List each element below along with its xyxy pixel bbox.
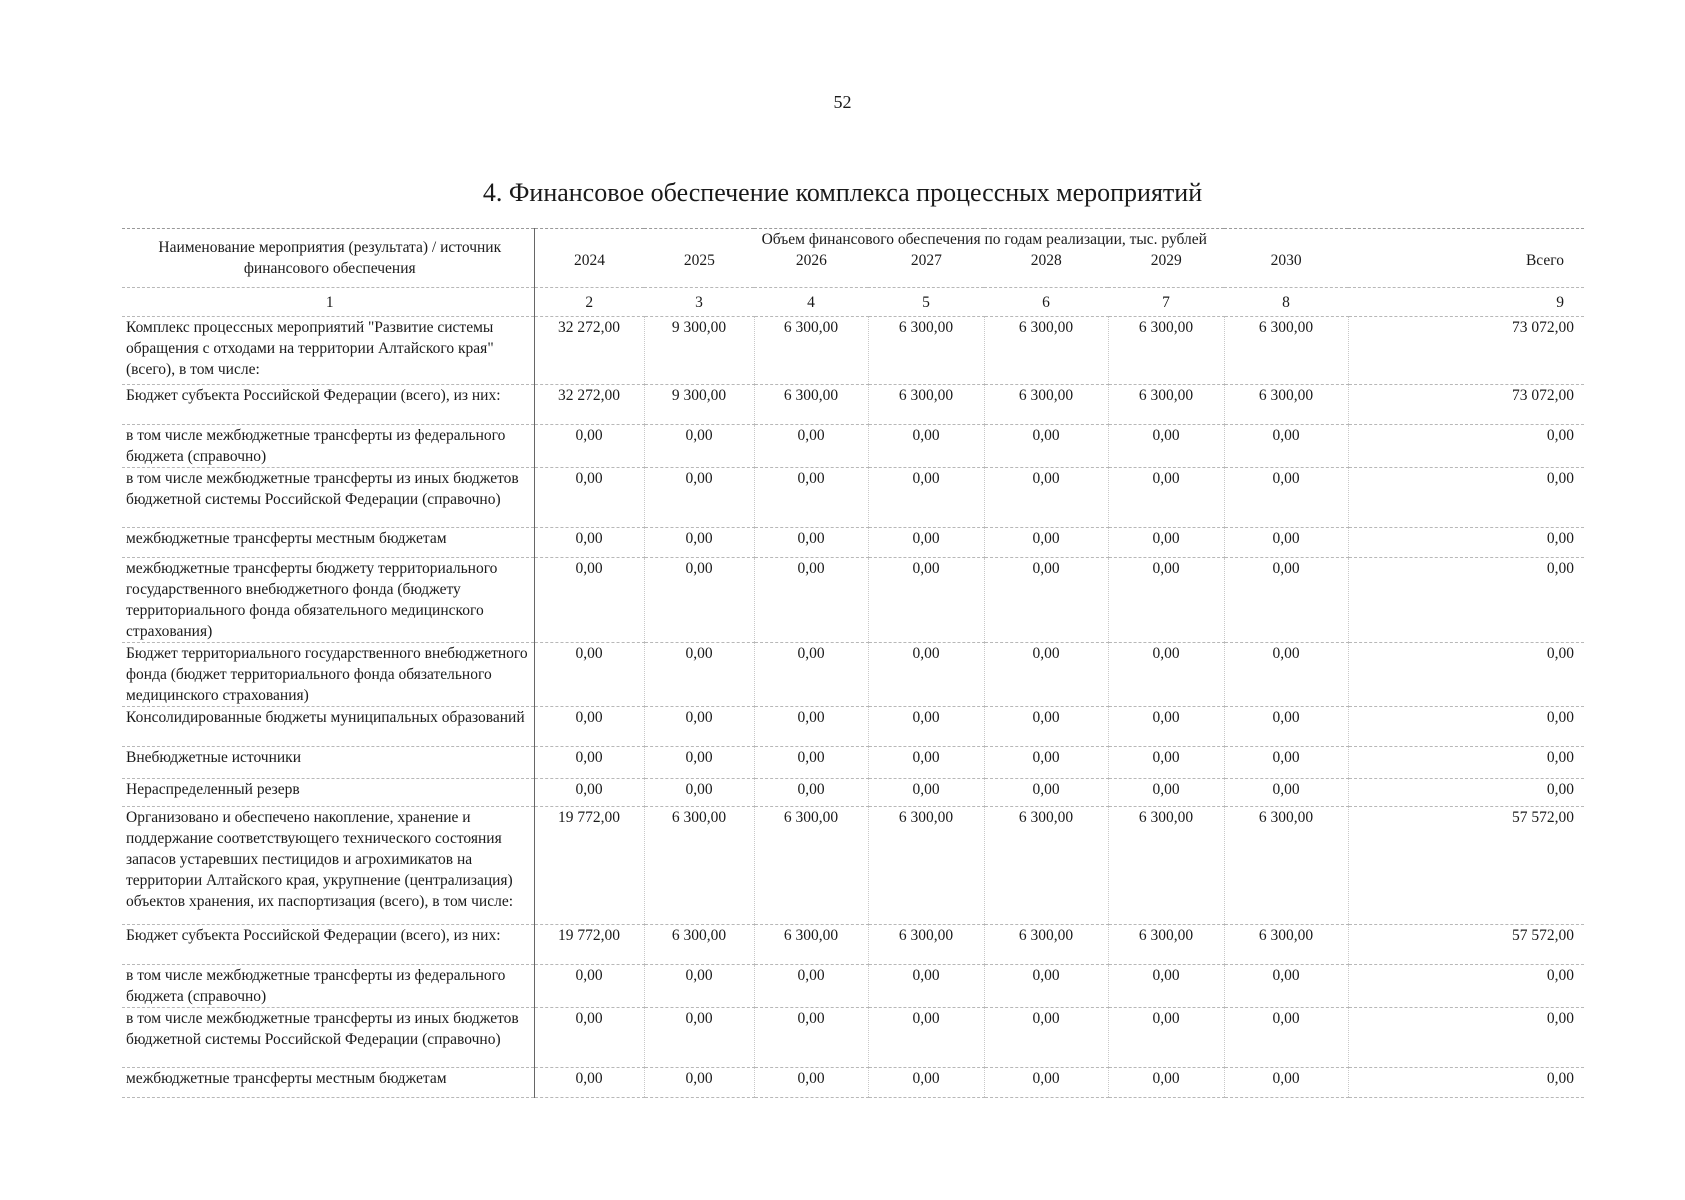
cell-value: 0,00 <box>1108 747 1224 779</box>
cell-value: 0,00 <box>534 1008 644 1068</box>
cell-value: 6 300,00 <box>754 317 868 385</box>
cell-value: 6 300,00 <box>754 807 868 925</box>
table-row <box>122 385 1584 425</box>
cell-value: 0,00 <box>754 528 868 558</box>
cell-value: 0,00 <box>534 1068 644 1098</box>
table-row <box>122 1068 1584 1098</box>
column-number: 3 <box>644 288 754 317</box>
cell-value: 0,00 <box>868 643 984 707</box>
cell-value: 0,00 <box>1224 558 1348 643</box>
cell-value: 6 300,00 <box>1224 317 1348 385</box>
cell-total: 0,00 <box>1348 747 1584 779</box>
cell-value: 32 272,00 <box>534 385 644 425</box>
header-year: 2029 <box>1150 252 1182 269</box>
column-number: 9 <box>1348 288 1584 317</box>
cell-value: 0,00 <box>644 425 754 468</box>
cell-value: 0,00 <box>754 965 868 1008</box>
row-name: Организовано и обеспечено накопление, хранение и поддержание соответствующего технического состояния запасов устаревших пестицидов и агрохимикатов на территории Алтайского края, укрупнение (централизация) объектов хранения, их паспортизация (всего), в том числе: <box>122 807 534 925</box>
cell-value: 32 272,00 <box>534 317 644 385</box>
header-year: 2030 <box>1270 252 1302 269</box>
row-name: в том числе межбюджетные трансферты из иных бюджетов бюджетной системы Российской Федерации (справочно) <box>122 1008 534 1068</box>
table-row <box>122 528 1584 558</box>
cell-total: 0,00 <box>1348 779 1584 807</box>
cell-value: 0,00 <box>1108 528 1224 558</box>
cell-value: 0,00 <box>984 643 1108 707</box>
section-title: 4. Финансовое обеспечение комплекса процессных мероприятий <box>482 178 1203 207</box>
header-years <box>535 250 1585 271</box>
cell-value: 0,00 <box>1224 643 1348 707</box>
header-year: 2025 <box>683 252 715 269</box>
column-number: 4 <box>754 288 868 317</box>
cell-value: 0,00 <box>868 707 984 747</box>
cell-value: 0,00 <box>754 643 868 707</box>
row-name: в том числе межбюджетные трансферты из федерального бюджета (справочно) <box>122 425 534 468</box>
cell-value: 0,00 <box>754 558 868 643</box>
cell-total: 0,00 <box>1348 425 1584 468</box>
cell-value: 0,00 <box>1224 747 1348 779</box>
cell-value: 0,00 <box>984 747 1108 779</box>
header-year: 2024 <box>573 252 605 269</box>
cell-value: 0,00 <box>644 779 754 807</box>
table-row <box>122 747 1584 779</box>
cell-value: 0,00 <box>1224 425 1348 468</box>
cell-value: 6 300,00 <box>1108 317 1224 385</box>
cell-value: 6 300,00 <box>868 925 984 965</box>
cell-value: 0,00 <box>984 779 1108 807</box>
cell-value: 0,00 <box>1108 425 1224 468</box>
cell-value: 0,00 <box>754 468 868 528</box>
table-row <box>122 707 1584 747</box>
cell-value: 6 300,00 <box>644 807 754 925</box>
cell-value: 0,00 <box>754 1008 868 1068</box>
financing-table <box>122 228 1584 1098</box>
cell-value: 0,00 <box>644 1008 754 1068</box>
table-row <box>122 779 1584 807</box>
cell-value: 6 300,00 <box>984 925 1108 965</box>
table-row <box>122 807 1584 925</box>
table-row <box>122 425 1584 468</box>
cell-total: 0,00 <box>1348 528 1584 558</box>
cell-value: 0,00 <box>644 558 754 643</box>
cell-value: 0,00 <box>984 965 1108 1008</box>
row-name: в том числе межбюджетные трансферты из иных бюджетов бюджетной системы Российской Федерации (справочно) <box>122 468 534 528</box>
cell-value: 0,00 <box>984 1068 1108 1098</box>
cell-value: 0,00 <box>1224 1008 1348 1068</box>
row-name: Бюджет территориального государственного внебюджетного фонда (бюджет территориального фонда обязательного медицинского страхования) <box>122 643 534 707</box>
table-row <box>122 558 1584 643</box>
cell-value: 0,00 <box>754 779 868 807</box>
cell-value: 0,00 <box>984 528 1108 558</box>
cell-value: 0,00 <box>868 779 984 807</box>
cell-value: 0,00 <box>754 707 868 747</box>
cell-value: 19 772,00 <box>534 925 644 965</box>
header-group-title: Объем финансового обеспечения по годам реализации, тыс. рублей <box>761 231 1207 248</box>
cell-value: 9 300,00 <box>644 385 754 425</box>
cell-value: 0,00 <box>1224 965 1348 1008</box>
header-years-group <box>534 229 1584 288</box>
column-numbers-row <box>122 288 1584 317</box>
cell-value: 6 300,00 <box>754 925 868 965</box>
cell-value: 0,00 <box>644 707 754 747</box>
cell-value: 0,00 <box>1108 643 1224 707</box>
cell-value: 6 300,00 <box>868 317 984 385</box>
cell-value: 0,00 <box>644 528 754 558</box>
cell-value: 0,00 <box>754 425 868 468</box>
cell-value: 0,00 <box>534 558 644 643</box>
cell-value: 6 300,00 <box>984 807 1108 925</box>
row-name: Бюджет субъекта Российской Федерации (всего), из них: <box>122 925 534 965</box>
cell-value: 0,00 <box>984 707 1108 747</box>
cell-value: 0,00 <box>868 558 984 643</box>
cell-value: 0,00 <box>1224 1068 1348 1098</box>
cell-value: 0,00 <box>534 747 644 779</box>
table-row <box>122 965 1584 1008</box>
cell-value: 0,00 <box>868 528 984 558</box>
cell-value: 6 300,00 <box>868 807 984 925</box>
cell-value: 0,00 <box>534 643 644 707</box>
cell-value: 0,00 <box>1108 468 1224 528</box>
table-row <box>122 643 1584 707</box>
cell-value: 0,00 <box>868 425 984 468</box>
header-year: 2026 <box>795 252 827 269</box>
cell-value: 9 300,00 <box>644 317 754 385</box>
cell-total: 0,00 <box>1348 468 1584 528</box>
row-name: Бюджет субъекта Российской Федерации (всего), из них: <box>122 385 534 425</box>
row-name: Комплекс процессных мероприятий "Развитие системы обращения с отходами на территории Алтайского края" (всего), в том числе: <box>122 317 534 385</box>
cell-total: 0,00 <box>1348 1068 1584 1098</box>
cell-value: 0,00 <box>644 747 754 779</box>
cell-value: 0,00 <box>644 643 754 707</box>
cell-value: 0,00 <box>1224 707 1348 747</box>
cell-value: 0,00 <box>984 1008 1108 1068</box>
cell-value: 0,00 <box>534 779 644 807</box>
cell-value: 0,00 <box>534 528 644 558</box>
cell-value: 0,00 <box>868 1008 984 1068</box>
header-name-col: Наименование мероприятия (результата) / источник финансового обеспечения <box>122 229 534 288</box>
column-number: 1 <box>122 288 534 317</box>
cell-value: 0,00 <box>644 468 754 528</box>
cell-total: 0,00 <box>1348 643 1584 707</box>
column-number: 2 <box>534 288 644 317</box>
row-name: Консолидированные бюджеты муниципальных образований <box>122 707 534 747</box>
cell-value: 0,00 <box>868 965 984 1008</box>
cell-value: 0,00 <box>534 425 644 468</box>
cell-value: 0,00 <box>534 965 644 1008</box>
table-row <box>122 468 1584 528</box>
cell-value: 0,00 <box>1108 779 1224 807</box>
cell-total: 0,00 <box>1348 965 1584 1008</box>
cell-value: 0,00 <box>1224 468 1348 528</box>
cell-total: 57 572,00 <box>1348 807 1584 925</box>
row-name: Внебюджетные источники <box>122 747 534 779</box>
column-number: 5 <box>868 288 984 317</box>
header-total: Всего <box>1525 252 1564 269</box>
cell-value: 0,00 <box>868 468 984 528</box>
cell-value: 0,00 <box>1108 1008 1224 1068</box>
cell-value: 6 300,00 <box>1224 807 1348 925</box>
cell-value: 0,00 <box>754 1068 868 1098</box>
page-number: 52 <box>833 92 852 112</box>
cell-value: 0,00 <box>868 1068 984 1098</box>
column-number: 8 <box>1224 288 1348 317</box>
table-header-row <box>122 229 1584 288</box>
row-name: межбюджетные трансферты местным бюджетам <box>122 1068 534 1098</box>
cell-value: 0,00 <box>984 425 1108 468</box>
cell-value: 0,00 <box>1224 779 1348 807</box>
cell-value: 19 772,00 <box>534 807 644 925</box>
column-number: 6 <box>984 288 1108 317</box>
cell-value: 0,00 <box>1108 1068 1224 1098</box>
row-name: межбюджетные трансферты бюджету территориального государственного внебюджетного фонда (бюджету территориального фонда обязательного медицинского страхования) <box>122 558 534 643</box>
row-name: Нераспределенный резерв <box>122 779 534 807</box>
cell-total: 57 572,00 <box>1348 925 1584 965</box>
table-row <box>122 1008 1584 1068</box>
cell-value: 0,00 <box>868 747 984 779</box>
header-year: 2027 <box>910 252 942 269</box>
cell-value: 6 300,00 <box>1108 925 1224 965</box>
row-name: межбюджетные трансферты местным бюджетам <box>122 528 534 558</box>
cell-value: 6 300,00 <box>644 925 754 965</box>
table-row <box>122 925 1584 965</box>
row-name: в том числе межбюджетные трансферты из федерального бюджета (справочно) <box>122 965 534 1008</box>
table-row <box>122 317 1584 385</box>
cell-value: 0,00 <box>534 707 644 747</box>
column-number: 7 <box>1108 288 1224 317</box>
cell-total: 0,00 <box>1348 1008 1584 1068</box>
cell-total: 0,00 <box>1348 707 1584 747</box>
cell-total: 73 072,00 <box>1348 317 1584 385</box>
cell-value: 0,00 <box>984 558 1108 643</box>
cell-value: 6 300,00 <box>868 385 984 425</box>
cell-total: 73 072,00 <box>1348 385 1584 425</box>
cell-value: 0,00 <box>984 468 1108 528</box>
cell-value: 6 300,00 <box>1224 385 1348 425</box>
cell-value: 0,00 <box>1224 528 1348 558</box>
cell-value: 0,00 <box>644 965 754 1008</box>
cell-value: 6 300,00 <box>984 385 1108 425</box>
cell-value: 6 300,00 <box>1108 807 1224 925</box>
table-body <box>122 229 1584 1098</box>
cell-value: 6 300,00 <box>1224 925 1348 965</box>
cell-value: 0,00 <box>1108 707 1224 747</box>
cell-value: 6 300,00 <box>984 317 1108 385</box>
cell-value: 0,00 <box>1108 558 1224 643</box>
cell-value: 0,00 <box>1108 965 1224 1008</box>
cell-value: 6 300,00 <box>1108 385 1224 425</box>
cell-value: 0,00 <box>534 468 644 528</box>
cell-total: 0,00 <box>1348 558 1584 643</box>
cell-value: 0,00 <box>644 1068 754 1098</box>
cell-value: 6 300,00 <box>754 385 868 425</box>
header-year: 2028 <box>1030 252 1062 269</box>
cell-value: 0,00 <box>754 747 868 779</box>
